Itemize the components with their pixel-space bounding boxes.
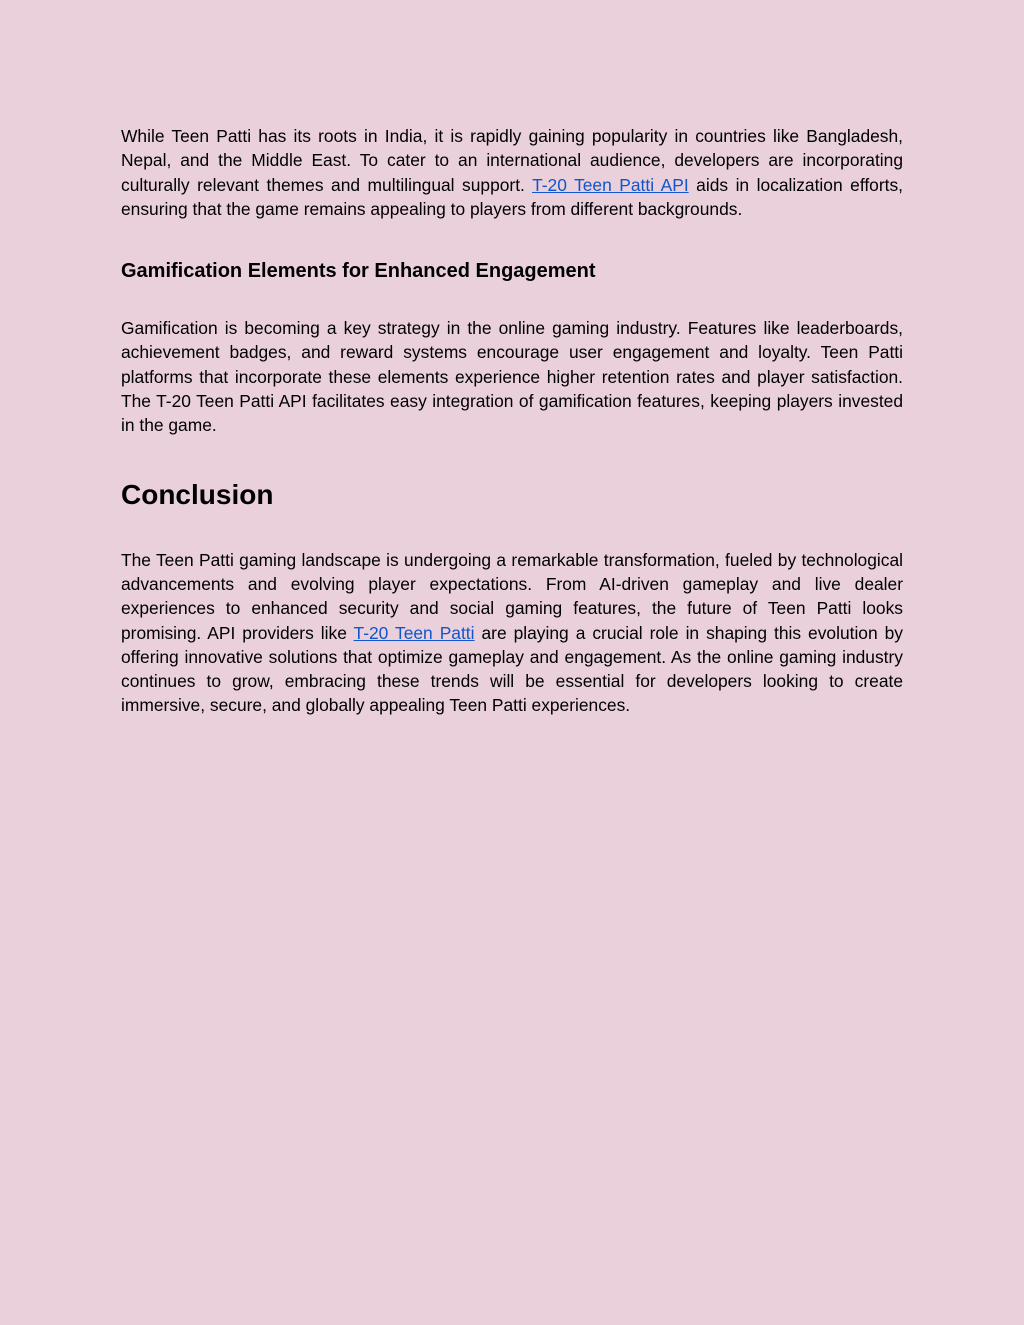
intro-text-part1: While Teen Patti has its roots in India, it is rapidly gaining popularity in countries like Bangladesh, Nepal, and the Middle East. To cater to an international audience, developers are incorporating culturally relevant themes and multilingual support. [121, 126, 903, 195]
gamification-heading: Gamification Elements for Enhanced Engagement [121, 260, 596, 283]
t20-teen-patti-link[interactable]: T-20 Teen Patti [353, 622, 475, 643]
conclusion-heading: Conclusion [121, 478, 274, 510]
conclusion-text-part1: The Teen Patti gaming landscape is undergoing a remarkable transformation, fueled by technological advancements and evolving player expectations. From AI-driven gameplay and live dealer experiences to enhanced security and social gaming features, the future of Teen Patti looks promising. API providers like [121, 549, 903, 643]
conclusion-paragraph [121, 548, 903, 718]
intro-paragraph [121, 124, 903, 221]
conclusion-text-part2: are playing a crucial role in shaping this evolution by offering innovative solutions that optimize gameplay and engagement. As the online gaming industry continues to grow, embracing these trends will be essential for developers looking to create immersive, secure, and globally appealing Teen Patti experiences. [121, 622, 904, 716]
document-content [121, 124, 903, 718]
intro-text-part2: aids in localization efforts, ensuring that the game remains appealing to players from different backgrounds. [121, 174, 903, 219]
gamification-paragraph: Gamification is becoming a key strategy in the online gaming industry. Features like leaderboards, achievement badges, and reward systems encourage user engagement and loyalty. Teen Patti platforms that incorporate these elements experience higher retention rates and player satisfaction. The T-20 Teen Patti API facilitates easy integration of gamification features, keeping players invested in the game. [121, 318, 903, 436]
t20-teen-patti-api-link[interactable]: T-20 Teen Patti API [532, 174, 689, 195]
